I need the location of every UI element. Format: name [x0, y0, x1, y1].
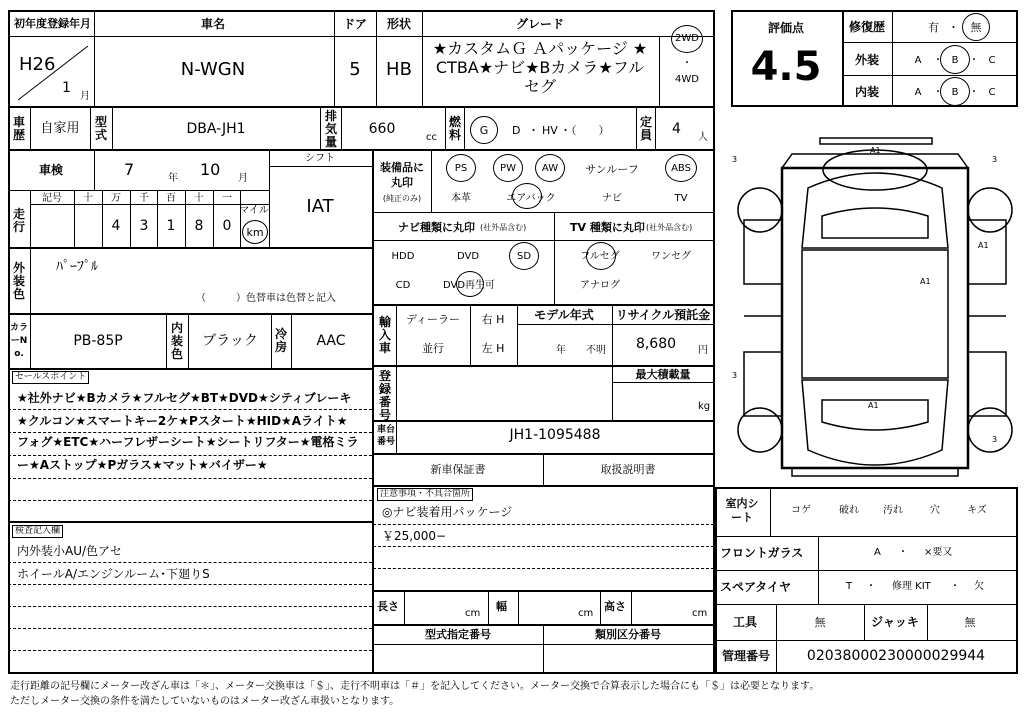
vdiv-cn2 — [166, 314, 167, 368]
vdiv-r2i — [655, 107, 656, 149]
odo-col-2 — [102, 191, 103, 247]
color-label: 外装色 — [12, 261, 25, 301]
recycle-unit: 円 — [698, 345, 708, 356]
insp-rule-1 — [8, 562, 372, 563]
model-value: DBA-JH1 — [186, 121, 246, 137]
interior-color-value: ブラック — [202, 333, 258, 349]
capacity-label: 定員 — [639, 115, 652, 142]
vdiv-regno — [396, 366, 397, 420]
sales-line-2: ★クルコン★スマートキー2ケ★Pスタート★HID★Aライト★ — [17, 414, 348, 428]
mileage-label: 走行 — [12, 207, 25, 234]
width-unit: cm — [578, 608, 594, 619]
insp-rule-5 — [8, 650, 372, 651]
score-value: 4.5 — [750, 44, 822, 90]
repair-yes: 有 — [928, 21, 939, 34]
damage-a1-rear: A1 — [868, 401, 879, 410]
ic-line-3 — [716, 604, 1017, 605]
nav-sub: (社外品含む) — [480, 223, 527, 232]
vdiv-imp4 — [612, 305, 613, 365]
car-diagram — [730, 120, 1020, 480]
glass-a: A — [874, 547, 881, 558]
int-dot1: ・ — [933, 87, 943, 98]
grade-line1: ★カスタムＧ Ａパッケージ ★ — [432, 39, 648, 58]
sales-rule-2 — [8, 432, 372, 433]
warranty-bottom — [373, 485, 714, 487]
mgmt-label: 管理番号 — [721, 649, 771, 663]
reg-month: 1 — [62, 80, 71, 96]
caution-rule-1 — [373, 524, 714, 525]
vdiv-r2g — [464, 107, 465, 149]
caution-line-2: ￥25,000− — [382, 529, 447, 543]
ic-vline-2 — [818, 537, 819, 604]
shaken-month-unit: 月 — [238, 173, 248, 184]
odo-col-7 — [240, 191, 241, 247]
odo-col-4 — [157, 191, 158, 247]
recycle-label: リサイクル預託金 — [615, 308, 711, 322]
spare-kit: 修理 KIT — [892, 581, 931, 592]
odo-h2: 万 — [111, 193, 121, 204]
fuel-label: 燃料 — [448, 115, 461, 142]
ext-dot2: ・ — [969, 55, 979, 66]
height-label: 高さ — [604, 600, 626, 613]
height-unit: cm — [692, 608, 708, 619]
model-year-label: モデル年式 — [534, 308, 594, 322]
type-label-line — [373, 644, 714, 645]
model-year-unit: 年 — [556, 345, 566, 356]
row2-bottom — [8, 149, 714, 151]
odo-h0: 記号 — [42, 193, 62, 204]
int-dot2: ・ — [969, 87, 979, 98]
import-label: 輸入車 — [378, 315, 391, 355]
import-right-h: 右 H — [481, 313, 505, 326]
displacement-value: 660 — [368, 121, 396, 137]
import-bottom — [373, 365, 714, 367]
sales-line-1: ★社外ナビ★Bカメラ★フルセグ★BT★DVD★シティブレーキ — [17, 391, 352, 405]
tv-oneseg: ワンセグ — [651, 251, 691, 262]
equip-ps: PS — [454, 163, 468, 174]
repair-no: 無 — [970, 21, 982, 34]
sales-rule-4 — [8, 478, 372, 479]
seat-item-2: 汚れ — [883, 505, 903, 516]
insp-rule-2 — [8, 584, 372, 585]
int-c: C — [988, 87, 996, 98]
color-no-value: PB-85P — [73, 333, 123, 349]
ic-vline-5 — [927, 605, 928, 640]
equip-airbag: エアバック — [506, 193, 556, 204]
model-label: 型式 — [94, 115, 107, 142]
equip-label: 装備品に丸印 — [380, 161, 424, 189]
tools-value: 無 — [814, 616, 826, 629]
name-label: 車名 — [200, 17, 226, 31]
shaken-month: 10 — [200, 160, 221, 179]
caution-line-1: ◎ナビ装着用パッケージ — [382, 505, 513, 519]
vdiv-dim3 — [518, 591, 519, 624]
mileage-bottom — [8, 247, 372, 249]
tv-fullseg: フルセグ — [580, 251, 620, 262]
shaken-year: 7 — [124, 160, 135, 179]
shaken-label: 車検 — [38, 163, 64, 177]
reg-era-year: H26 — [19, 54, 56, 75]
ac-label: 冷房 — [274, 327, 287, 354]
warranty: 新車保証書 — [430, 463, 486, 476]
ext-b: B — [951, 55, 959, 66]
damage-a1-right: A1 — [978, 241, 989, 250]
vdiv-imp3 — [517, 305, 518, 365]
interior-color-label: 内装色 — [170, 321, 183, 361]
vdiv-name — [334, 10, 335, 106]
shift-label-line — [269, 166, 372, 167]
width-label: 幅 — [496, 600, 507, 613]
fuel-g: G — [479, 124, 489, 137]
odo-col-5 — [185, 191, 186, 247]
score-label: 評価点 — [767, 21, 805, 35]
tv-analog: アナログ — [580, 280, 620, 291]
length-label: 長さ — [377, 600, 399, 613]
name-value: N-WGN — [180, 59, 246, 80]
odo-unit-mile: マイル — [239, 205, 269, 216]
shaken-year-unit: 年 — [168, 173, 178, 184]
door-value: 5 — [349, 59, 361, 80]
nav-dvd: DVD — [456, 251, 480, 262]
jack-value: 無 — [964, 616, 976, 629]
vdiv-shaken — [94, 150, 95, 190]
ic-line-2 — [716, 570, 1017, 571]
spare-dot2: ・ — [950, 581, 960, 592]
vdiv-r2e — [341, 107, 342, 149]
vdiv-r2d — [320, 107, 321, 149]
odo-h4: 百 — [166, 193, 176, 204]
inspector-label: 検査記入欄 — [12, 525, 63, 538]
sales-label: セールスポイント — [12, 371, 89, 384]
vdiv-warranty — [543, 454, 544, 485]
exterior-label: 外装 — [854, 53, 880, 67]
footer-line-1: 走行距離の記号欄にメーター改ざん車は「＊」、メーター交換車は「＄」、走行不明車は「＃」を記入してください。メーター交換で合算表示した場合にも「＄」は必要となります。 — [10, 681, 820, 692]
seat-item-0: コゲ — [791, 505, 811, 516]
glass-dot: ・ — [898, 547, 908, 558]
insp-rule-3 — [8, 606, 372, 607]
caution-rule-2 — [373, 546, 714, 547]
fuel-other: ・（ ） — [560, 124, 610, 137]
damage-a1-front: A1 — [870, 146, 881, 155]
import-left-h: 左 H — [481, 342, 505, 355]
vdiv-r2h — [636, 107, 637, 149]
spare-dot1: ・ — [866, 581, 876, 592]
category-label: 類別区分番号 — [595, 628, 661, 641]
vdiv-cn5 — [291, 314, 292, 368]
odo-h1: 十 — [83, 193, 93, 204]
fuel-dot1: ・ — [528, 124, 539, 137]
nav-sd: SD — [516, 251, 532, 262]
vdiv-cn3 — [188, 314, 189, 368]
ic-line-4 — [716, 640, 1017, 641]
odo-col-1 — [74, 191, 75, 247]
reg-label: 初年度登録年月 — [14, 17, 91, 30]
vdiv-maxload — [612, 366, 613, 420]
import-dealer: ディーラー — [405, 313, 461, 326]
odo-col-3 — [130, 191, 131, 247]
rating-vline — [892, 11, 893, 106]
vdiv-shift — [269, 150, 270, 247]
mgmt-value: 0203800023000002994​4 — [806, 648, 986, 664]
vdiv-dim1 — [404, 591, 405, 624]
capacity-value: 4 — [672, 121, 681, 137]
kubun-label: 車歴 — [12, 115, 25, 142]
vdiv-cn4 — [271, 314, 272, 368]
sales-line-4: ー★Aストップ★Pガラス★マット★バイザー★ — [17, 458, 268, 472]
spare-none: 欠 — [974, 581, 984, 592]
inspector-line-1: 内外装小AU/色アセ — [17, 544, 122, 558]
vdiv-imp2 — [470, 305, 471, 365]
fuel-hv: HV — [542, 124, 558, 137]
odo-col-6 — [213, 191, 214, 247]
door-label: ドア — [343, 17, 367, 31]
rating-line-2 — [843, 75, 1017, 76]
tv-label: TV 種類に丸印 — [570, 221, 645, 234]
nav-dvdplay: DVD再生可 — [442, 280, 496, 291]
vdiv-shape — [422, 10, 423, 106]
kubun-value: 自家用 — [40, 121, 80, 136]
tire-mark-fr: 3 — [992, 155, 998, 164]
imp-label-line — [517, 324, 714, 325]
equip-sunroof: サンルーフ — [585, 163, 639, 176]
odo-digit-5: 0 — [222, 218, 232, 234]
drive-dot: ・ — [682, 58, 692, 69]
grade-line3: セグ — [523, 77, 557, 96]
import-top — [373, 304, 714, 306]
seat-label: 室内シート — [725, 497, 759, 524]
glass-replace: ×要又 — [924, 547, 953, 558]
rating-split — [842, 11, 844, 106]
spare-t: T — [846, 581, 853, 592]
color-bottom — [8, 313, 372, 315]
ic-vline-3 — [776, 605, 777, 673]
tire-mark-rr: 3 — [992, 435, 998, 444]
displacement-unit: cc — [426, 132, 437, 143]
ac-value: AAC — [316, 333, 346, 349]
equip-aw: AW — [541, 163, 559, 174]
ext-a: A — [914, 55, 922, 66]
vdiv-cn1 — [30, 314, 31, 368]
navtv-label-line — [373, 240, 714, 241]
equip-bottom — [373, 212, 714, 213]
vdiv-dim2 — [488, 591, 489, 624]
rating-line-1 — [843, 42, 1017, 43]
vdiv-navtv — [554, 212, 555, 304]
ic-line-1 — [716, 536, 1017, 537]
chassis-value: JH1-1095488 — [509, 427, 601, 443]
odo-digit-1: 4 — [111, 218, 121, 234]
ic-vline-1 — [770, 488, 771, 537]
maxload-line — [612, 382, 714, 383]
int-a: A — [914, 87, 922, 98]
equip-leather: 本革 — [451, 193, 471, 204]
tv-sub: (社外品含む) — [646, 223, 693, 232]
jack-label: ジャッキ — [871, 615, 919, 629]
spare-label: スペアタイヤ — [720, 580, 791, 594]
displacement-label: 排気量 — [324, 109, 337, 149]
reg-no-label: 登録番号 — [378, 369, 391, 422]
recycle-value: 8,680 — [635, 336, 677, 352]
length-unit: cm — [465, 608, 481, 619]
color-no-label: カラーNo. — [10, 323, 29, 359]
ic-vline-4 — [864, 605, 865, 640]
seat-item-4: キズ — [967, 505, 987, 516]
nav-cd: CD — [395, 280, 411, 291]
chassis-label: 車台番号 — [376, 425, 395, 447]
sales-bottom — [8, 521, 372, 523]
reg-month-unit: 月 — [80, 91, 90, 102]
type-designation-label: 型式指定番号 — [425, 628, 491, 641]
vdiv-type — [543, 625, 544, 673]
odo-digit-4: 8 — [194, 218, 204, 234]
vdiv-r2f — [445, 107, 446, 149]
equip-pw: PW — [500, 163, 516, 174]
odo-h3: 千 — [139, 193, 149, 204]
vdiv-dim4 — [600, 591, 601, 624]
model-year-value: 不明 — [586, 345, 606, 356]
max-load-label: 最大積載量 — [635, 368, 691, 381]
equip-label-sub: (純正のみ) — [382, 194, 422, 203]
tire-mark-fl: 3 — [732, 155, 738, 164]
max-load-unit: kg — [698, 401, 711, 412]
caution-label: 注意事項・不具合箇所 — [377, 488, 473, 501]
vdiv-dim5 — [631, 591, 632, 624]
vdiv-grade — [659, 36, 660, 106]
row1-bottom — [8, 106, 714, 108]
equip-tv: TV — [674, 193, 688, 204]
header-divider — [8, 36, 714, 37]
shaken-bottom — [8, 190, 270, 191]
damage-a1-roof: A1 — [920, 277, 931, 286]
inspector-line-2: ホイールA/エンジンルーム･下廻りS — [17, 567, 210, 581]
nav-label: ナビ種類に丸印 — [398, 221, 475, 234]
mid-split — [372, 150, 374, 673]
manual: 取扱説明書 — [600, 463, 656, 476]
insp-rule-4 — [8, 628, 372, 629]
seat-item-3: 穴 — [930, 505, 940, 516]
repair-label: 修復歴 — [848, 20, 886, 34]
odo-h6: 一 — [222, 193, 232, 204]
vdiv-r2c — [112, 107, 113, 149]
vdiv-r2b — [90, 107, 91, 149]
nav-hdd: HDD — [391, 251, 415, 262]
odo-digit-3: 1 — [166, 218, 176, 234]
vdiv-imp1 — [396, 305, 397, 365]
equip-abs: ABS — [671, 163, 691, 174]
equip-nav: ナビ — [602, 193, 622, 204]
odo-digit-2: 3 — [139, 218, 149, 234]
colorno-bottom — [8, 368, 372, 370]
grade-label: グレード — [515, 17, 565, 31]
vdiv-reg — [94, 10, 95, 106]
regno-bottom — [373, 420, 714, 422]
sales-rule-1 — [8, 409, 372, 410]
fuel-d: D — [512, 124, 521, 137]
shift-value: IAT — [306, 196, 334, 217]
odo-unit-km: km — [246, 226, 264, 239]
vdiv-chassis — [396, 421, 397, 453]
sales-rule-5 — [8, 500, 372, 501]
interior-label: 内装 — [854, 85, 880, 99]
capacity-unit: 人 — [698, 132, 708, 143]
vdiv-mileage — [30, 191, 31, 247]
sales-line-3: フォグ★ETC★ハーフレザーシート★シートリフター★電格ミラ — [17, 435, 359, 449]
vdiv-door — [376, 10, 377, 106]
odo-h5: 十 — [194, 193, 204, 204]
caution-rule-3 — [373, 568, 714, 569]
tire-mark-rl: 3 — [732, 371, 738, 380]
tools-label: 工具 — [732, 615, 758, 629]
grade-line2: CTBA★ナビ★Bカメラ★フル — [435, 58, 645, 77]
dims-top — [373, 590, 714, 592]
vdiv-color — [30, 248, 31, 313]
drive-4wd: 4WD — [675, 74, 699, 85]
drive-2wd: 2WD — [675, 33, 699, 44]
odo-header-line — [30, 204, 269, 205]
shift-label: シフト — [305, 153, 335, 164]
shape-label: 形状 — [386, 17, 412, 31]
repair-dot: ・ — [948, 21, 959, 34]
vdiv-equip — [431, 150, 432, 212]
sales-rule-3 — [8, 455, 372, 456]
color-value: ﾊﾟｰﾌﾟﾙ — [56, 259, 98, 275]
shape-value: HB — [386, 59, 412, 80]
ext-dot1: ・ — [933, 55, 943, 66]
ext-c: C — [988, 55, 996, 66]
color-change-note: （ ）色替車は色替と記入 — [196, 293, 336, 304]
import-parallel: 並行 — [422, 342, 444, 355]
seat-item-1: 破れ — [839, 505, 859, 516]
footer-line-2: ただしメーター交換の条件を満たしていないものはメーター改ざん車扱いとなります。 — [10, 696, 400, 707]
int-b: B — [951, 87, 959, 98]
vdiv-r2a — [30, 107, 31, 149]
glass-label: フロントガラス — [720, 546, 804, 560]
